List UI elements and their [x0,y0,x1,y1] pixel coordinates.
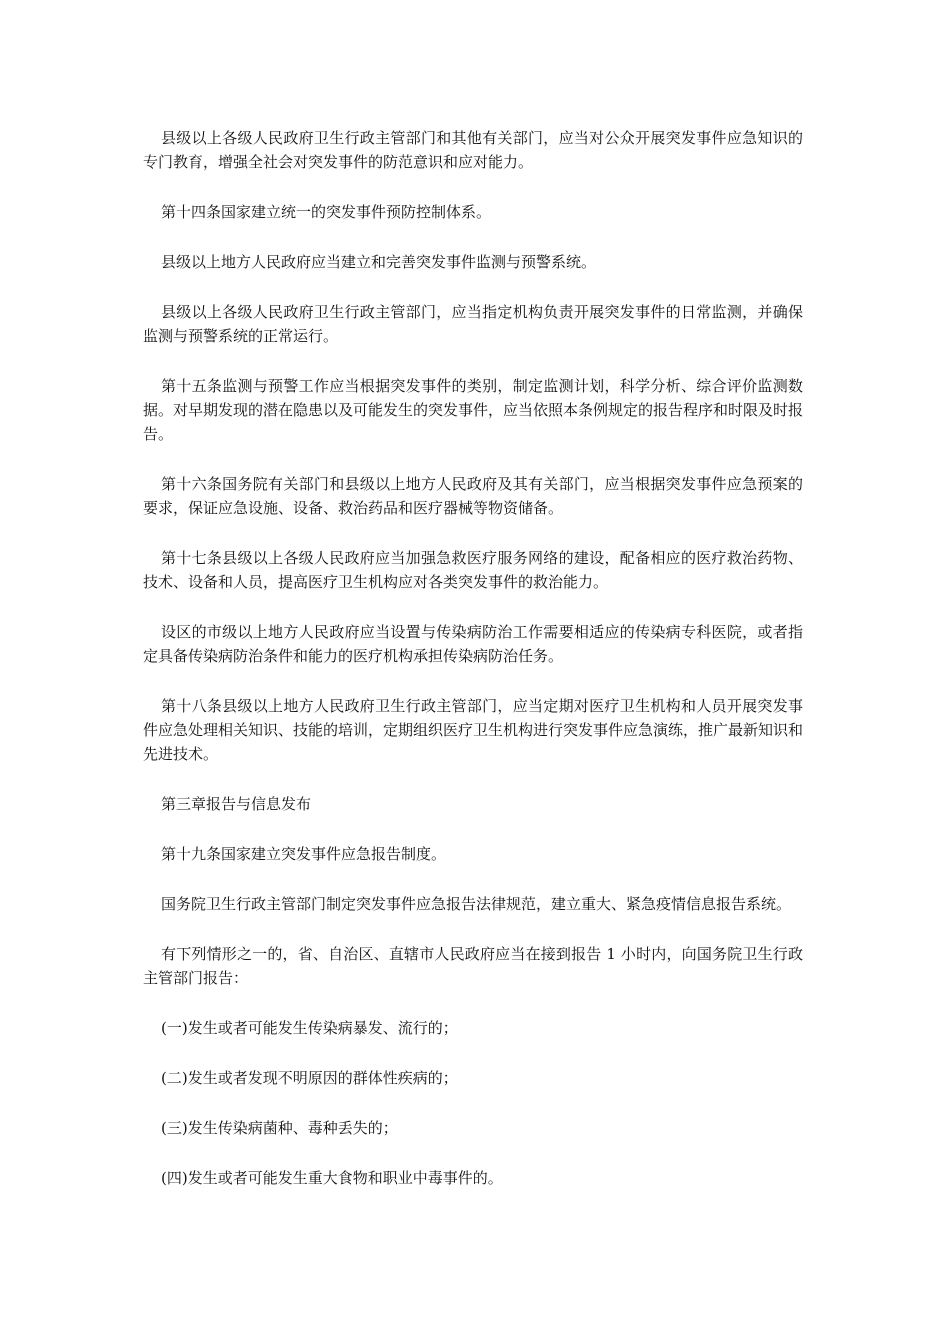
paragraph-1: 县级以上各级人民政府卫生行政主管部门和其他有关部门，应当对公众开展突发事件应急知识的专门教育，增强全社会对突发事件的防范意识和应对能力。 [143,129,803,171]
chapter-heading: 第三章报告与信息发布 [161,795,312,813]
paragraph-12: 国务院卫生行政主管部门制定突发事件应急报告法律规范，建立重大、紧急疫情信息报告系统。 [161,895,792,913]
paragraph-11: 第十九条国家建立突发事件应急报告制度。 [161,845,447,863]
document-body [143,126,803,1216]
list-item-1: (一)发生或者可能发生传染病暴发、流行的； [161,1019,458,1037]
paragraph-7: 第十七条县级以上各级人民政府应当加强急救医疗服务网络的建设，配备相应的医疗救治药物、技术、设备和人员，提高医疗卫生机构应对各类突发事件的救治能力。 [143,549,803,591]
list-item-2: (二)发生或者发现不明原因的群体性疾病的； [161,1069,458,1087]
list-item-3: (三)发生传染病菌种、毒种丢失的； [161,1119,398,1137]
paragraph-2: 第十四条国家建立统一的突发事件预防控制体系。 [161,203,492,221]
paragraph-13: 有下列情形之一的，省、自治区、直辖市人民政府应当在接到报告 1 小时内，向国务院卫生行政主管部门报告： [143,945,803,987]
paragraph-3: 县级以上地方人民政府应当建立和完善突发事件监测与预警系统。 [161,253,597,271]
paragraph-9: 第十八条县级以上地方人民政府卫生行政主管部门，应当定期对医疗卫生机构和人员开展突发事件应急处理相关知识、技能的培训，定期组织医疗卫生机构进行突发事件应急演练，推广最新知识和先进技术。 [143,697,804,763]
paragraph-5: 第十五条监测与预警工作应当根据突发事件的类别，制定监测计划，科学分析、综合评价监测数据。对早期发现的潜在隐患以及可能发生的突发事件，应当依照本条例规定的报告程序和时限及时报告。 [143,377,804,443]
list-item-4: (四)发生或者可能发生重大食物和职业中毒事件的。 [161,1169,503,1187]
paragraph-8: 设区的市级以上地方人民政府应当设置与传染病防治工作需要相适应的传染病专科医院，或者指定具备传染病防治条件和能力的医疗机构承担传染病防治任务。 [143,623,803,665]
paragraph-6: 第十六条国务院有关部门和县级以上地方人民政府及其有关部门，应当根据突发事件应急预案的要求，保证应急设施、设备、救治药品和医疗器械等物资储备。 [143,475,803,517]
paragraph-4: 县级以上各级人民政府卫生行政主管部门，应当指定机构负责开展突发事件的日常监测，并确保监测与预警系统的正常运行。 [143,303,803,345]
